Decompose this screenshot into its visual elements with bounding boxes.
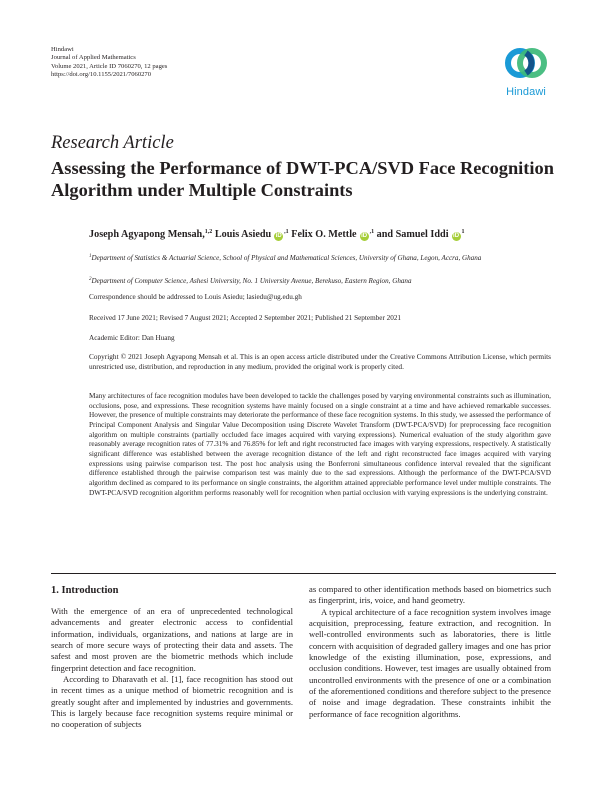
- paragraph: According to Dharavath et al. [1], face recognition has stood out in recent times as a unique method of biometric recognition and is greatly sought after and implemented by industries and governments. This is largely because face recognition systems require minimal or no cooperation of subjects: [51, 674, 293, 730]
- publisher-name: Hindawi: [51, 46, 74, 53]
- affiliation-2: [89, 275, 559, 287]
- publication-dates: Received 17 June 2021; Revised 7 August 2021; Accepted 2 September 2021; Published 21 September 2021: [89, 314, 402, 322]
- academic-editor: Academic Editor: Dan Huang: [89, 334, 175, 342]
- article-type: Research Article: [51, 133, 174, 153]
- author-affil-sup: ,1: [369, 229, 375, 235]
- volume-info: Volume 2021, Article ID 7060270, 12 pages: [51, 62, 168, 70]
- abstract: Many architectures of face recognition modules have been developed to tackle the challenges posed by varying environmental constraints such as illumination, occlusions, pose, and expressions. These recognition systems have mainly focused on a single constraint at a time and have achieved remarkable successes. However, the presence of multiple constraints may deteriorate the performance of these face recognition systems. In this study, we assessed the performance of Principal Component Analysis and Singular Value Decomposition using Discrete Wavelet Transform (DWT-PCA/SVD) for preprocessing face recognition algorithm on multiple constraints (partially occluded face images acquired with varying expressions). Numerical evaluation of the study algorithm gave reasonably average recognition rates of 77.31% and 76.85% for left and right reconstructed face images with varying expressions, respectively. A statistically significant difference was established between the average recognition distance of the left and right reconstructed face images acquired with varying expressions using pairwise comparison test. The post hoc analysis using the Bonferroni simultaneous confidence interval revealed that the significant difference established through the pairwise comparison test was mainly due to the sad expressions. Although the performance of the DWT-PCA/SVD algorithm declined as compared to its performance on single constraints, the algorithm attained appreciable performance level under multiple constraints. The DWT-PCA/SVD recognition algorithm performs reasonably well for recognition when partial occlusion with varying expressions is the underlying constraint.: [89, 392, 551, 497]
- orcid-icon[interactable]: iD: [361, 233, 368, 239]
- author-affil-sup: ,1: [284, 229, 289, 235]
- author-list: [89, 229, 465, 241]
- affiliation-1: [89, 252, 559, 264]
- hindawi-logo: [496, 43, 556, 98]
- author-name: Joseph Agyapong Mensah,: [89, 229, 205, 240]
- paragraph: With the emergence of an era of unprecedented technological advancements and greater electronic access to confidential information, individuals, organizations, and nations at large are in search of more secure ways of protecting their data and assets. The safest and most proven are the biometric methods which include fingerprint detection and face recognition.: [51, 606, 293, 673]
- correspondence: Correspondence should be addressed to Louis Asiedu; lasiedu@ug.edu.gh: [89, 293, 302, 301]
- article-title: Assessing the Performance of DWT-PCA/SVD Face Recognition Algorithm under Multiple Constraints: [51, 158, 554, 200]
- affiliation-number: 2: [89, 277, 92, 282]
- author-affil-sup: 1,2: [204, 229, 213, 235]
- author-name: Louis Asiedu: [214, 229, 272, 240]
- copyright-notice: Copyright © 2021 Joseph Agyapong Mensah et al. This is an open access article distributed under the Creative Commons Attribution License, which permits unrestricted use, distribution, and reproduction in any medium, provided the original work is properly cited.: [89, 352, 551, 371]
- journal-name: Journal of Applied Mathematics: [51, 54, 136, 62]
- orcid-icon[interactable]: iD: [453, 233, 460, 239]
- hindawi-logo-icon: [503, 43, 549, 83]
- affiliation-text: Department of Statistics & Actuarial Science, School of Physical and Mathematical Sciences, University of Ghana, Legon, Accra, Ghana: [91, 254, 482, 262]
- journal-header: [51, 46, 167, 79]
- section-heading: 1. Introduction: [51, 585, 119, 596]
- divider: [51, 573, 556, 574]
- author-affil-sup: 1: [461, 229, 465, 235]
- author-name: and Samuel Iddi: [376, 229, 449, 240]
- doi-link[interactable]: https://doi.org/10.1155/2021/7060270: [51, 70, 152, 78]
- orcid-icon[interactable]: iD: [275, 233, 282, 239]
- affiliation-number: 1: [89, 254, 92, 259]
- body-column-left: [51, 606, 293, 731]
- hindawi-logo-text: Hindawi: [506, 86, 546, 98]
- paragraph: as compared to other identification methods based on biometrics such as fingerprint, iris, voice, and hand geometry.: [309, 584, 551, 606]
- paragraph: A typical architecture of a face recognition system involves image acquisition, preprocessing, feature extraction, and recognition. In well-controlled environments such as laboratories, there is little concern with acquisition of degraded gallery images and one has prior knowledge of the existing illumination, pose, expressions, and occlusion conditions. However, test images are usually obtained from uncontrolled environments with the presence of one or a combination of the aforementioned conditions and therefore subject to the presence of noise and image degradation. These constraints inhibit the performance of face recognition algorithms.: [309, 606, 551, 719]
- body-column-right: [309, 584, 551, 720]
- affiliation-text: Department of Computer Science, Ashesi University, No. 1 University Avenue, Berekuso, Eastern Region, Ghana: [91, 277, 412, 285]
- author-name: Felix O. Mettle: [291, 229, 357, 240]
